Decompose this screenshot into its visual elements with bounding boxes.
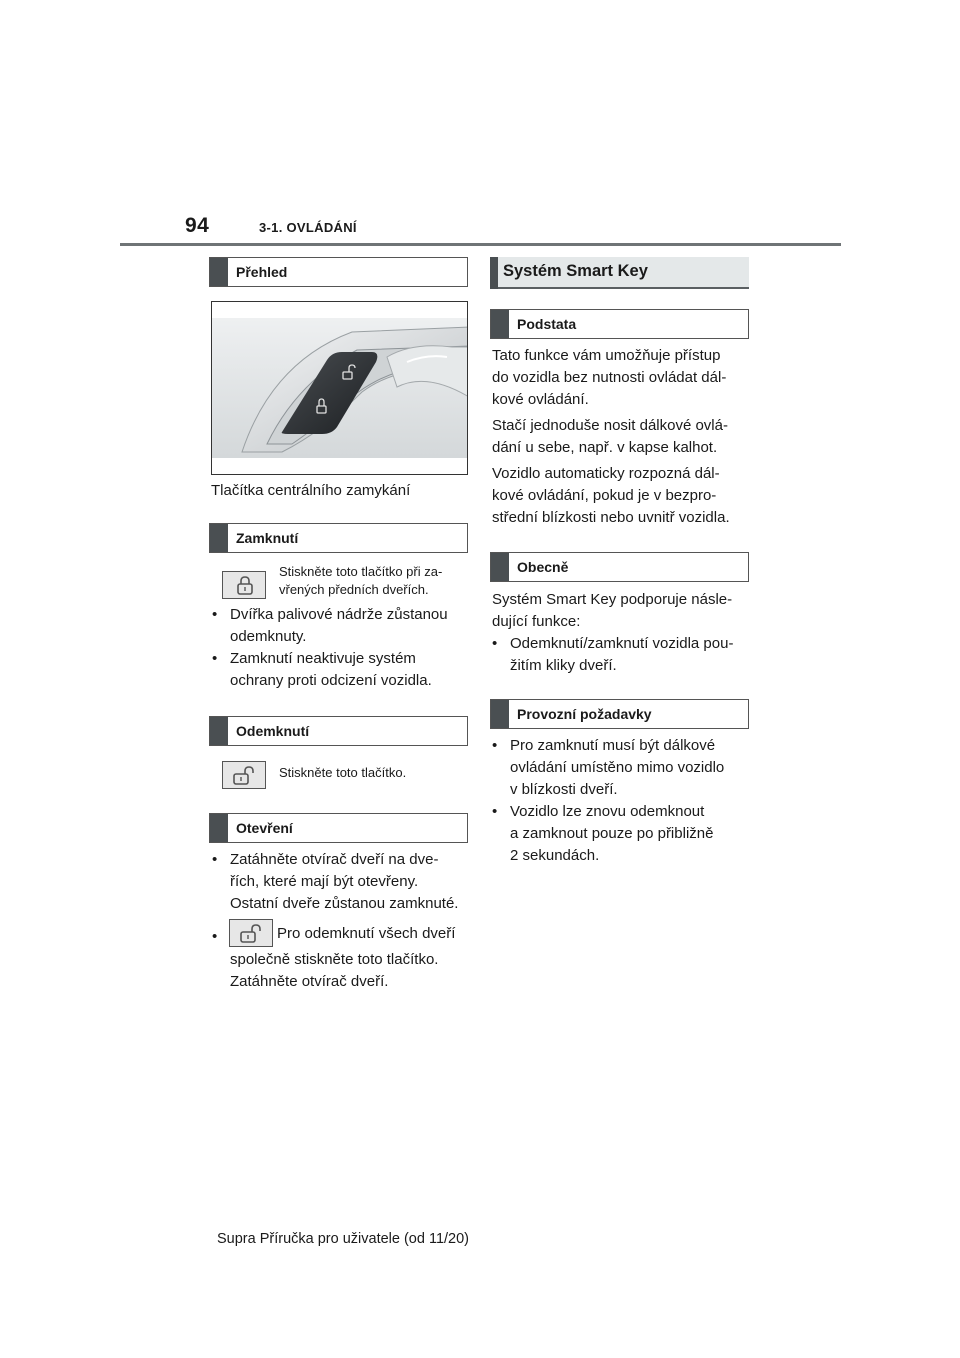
- bullet-line: Zatáhněte otvírač dveří.: [230, 973, 389, 990]
- bullet-line: Ostatní dveře zůstanou zamknuté.: [230, 895, 459, 912]
- zamknuti-desc-2: vřených předních dveřích.: [279, 582, 429, 597]
- page-number: 94: [185, 214, 210, 237]
- paragraph: [492, 345, 726, 411]
- list-item: [492, 633, 752, 677]
- text-line: kové ovládání.: [492, 391, 589, 408]
- heading-zamknuti: [209, 523, 468, 553]
- bullet-line: žitím kliky dveří.: [510, 657, 617, 674]
- lock-icon: [222, 571, 266, 599]
- heading-bar: [210, 717, 228, 745]
- list-item: [212, 648, 472, 692]
- text-line: Systém Smart Key podporuje násle-: [492, 591, 733, 608]
- heading-label: Otevření: [236, 820, 293, 836]
- bullet-dot: •: [492, 737, 498, 754]
- bullet-line: ochrany proti odcizení vozidla.: [230, 672, 432, 689]
- heading-provozni: [490, 699, 749, 729]
- text-line: dující funkce:: [492, 613, 581, 630]
- heading-podstata: [490, 309, 749, 339]
- text-line: kové ovládání, pokud je v bezpro-: [492, 487, 717, 504]
- heading-bar: [490, 257, 498, 289]
- bullet-line: v blízkosti dveří.: [510, 781, 618, 798]
- paragraph: [492, 589, 732, 633]
- header-rule: [120, 243, 841, 246]
- bullet-line: Dvířka palivové nádrže zůstanou: [230, 606, 448, 623]
- heading-label: Systém Smart Key: [503, 262, 648, 280]
- bullet-line: společně stiskněte toto tlačítko.: [230, 951, 439, 968]
- bullet-line: Zatáhněte otvírač dveří na dve-: [230, 851, 439, 868]
- list-item: [492, 801, 752, 867]
- text-line: Vozidlo automaticky rozpozná dál-: [492, 465, 720, 482]
- door-handle-illustration: [212, 302, 468, 475]
- text-line: dání u sebe, např. v kapse kalhot.: [492, 439, 718, 456]
- heading-smart-key: [490, 257, 749, 289]
- bullet-line: 2 sekundách.: [510, 847, 600, 864]
- heading-label: Podstata: [517, 316, 577, 332]
- text-line: střední blízkosti nebo uvnitř vozidla.: [492, 509, 730, 526]
- heading-odemknuti: [209, 716, 468, 746]
- heading-label: Obecně: [517, 559, 569, 575]
- bullet-dot: •: [212, 928, 218, 945]
- footer-text: Supra Příručka pro uživatele (od 11/20): [217, 1231, 470, 1247]
- bullet-dot: •: [492, 803, 498, 820]
- zamknuti-desc-1: Stiskněte toto tlačítko při za-: [279, 564, 443, 579]
- bullet-line: Pro odemknutí všech dveří: [277, 925, 456, 942]
- heading-label: Provozní požadavky: [517, 706, 652, 722]
- door-handle-figure: [211, 301, 468, 475]
- bullet-line: ovládání umístěno mimo vozidlo: [510, 759, 725, 776]
- bullet-line: Odemknutí/zamknutí vozidla pou-: [510, 635, 734, 652]
- bullet-dot: •: [492, 635, 498, 652]
- text-line: Stačí jednoduše nosit dálkové ovlá-: [492, 417, 728, 434]
- heading-otevreni: [209, 813, 468, 843]
- list-item: [212, 849, 472, 915]
- heading-bar: [210, 258, 228, 286]
- bullet-dot: •: [212, 650, 218, 667]
- paragraph: [492, 463, 730, 529]
- bullet-dot: •: [212, 851, 218, 868]
- unlock-icon: [229, 919, 273, 947]
- text-line: do vozidla bez nutnosti ovládat dál-: [492, 369, 727, 386]
- paragraph: [492, 415, 728, 459]
- section-title: 3-1. OVLÁDÁNÍ: [259, 220, 357, 235]
- list-item: [492, 735, 752, 801]
- figure-caption: Tlačítka centrálního zamykání: [211, 482, 411, 499]
- heading-bar: [210, 814, 228, 842]
- heading-bar: [491, 700, 509, 728]
- bullet-line: řích, které mají být otevřeny.: [230, 873, 419, 890]
- heading-label: Přehled: [236, 264, 288, 280]
- heading-bar: [491, 553, 509, 581]
- bullet-dot: •: [212, 606, 218, 623]
- heading-obecne: [490, 552, 749, 582]
- heading-label: Zamknutí: [236, 530, 299, 546]
- list-item: [212, 604, 472, 648]
- bullet-line: Zamknutí neaktivuje systém: [230, 650, 416, 667]
- odemknuti-desc: Stiskněte toto tlačítko.: [279, 765, 407, 780]
- heading-label: Odemknutí: [236, 723, 310, 739]
- heading-bar: [491, 310, 509, 338]
- bullet-line: a zamknout pouze po přibližně: [510, 825, 714, 842]
- bullet-line: odemknuty.: [230, 628, 307, 645]
- text-line: Tato funkce vám umožňuje přístup: [492, 347, 721, 364]
- list-item: [212, 922, 472, 998]
- bullet-line: Vozidlo lze znovu odemknout: [510, 803, 705, 820]
- bullet-line: Pro zamknutí musí být dálkové: [510, 737, 716, 754]
- heading-bar: [210, 524, 228, 552]
- heading-prehled: [209, 257, 468, 287]
- unlock-icon: [222, 761, 266, 789]
